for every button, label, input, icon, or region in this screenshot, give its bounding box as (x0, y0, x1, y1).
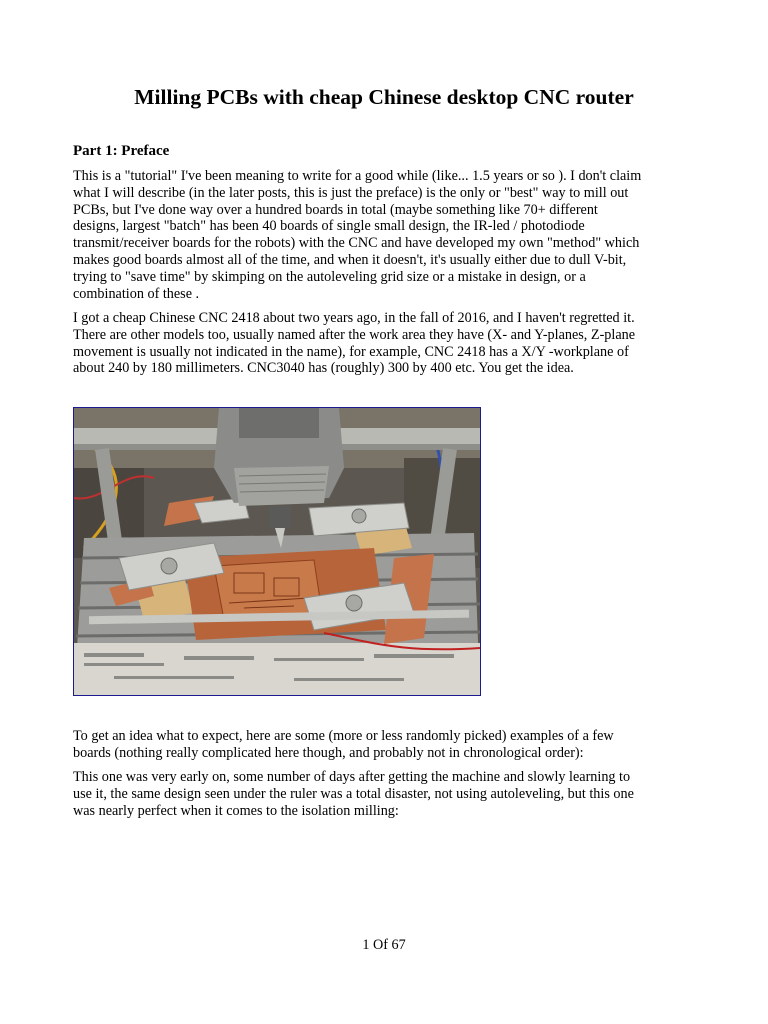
text-line: This is a "tutorial" I've been meaning to write for a good while (like... 1.5 years or so ). I don't claim (73, 168, 642, 184)
text-line: PCBs, but I've done way over a hundred boards in total (maybe something like 70+ different (73, 201, 598, 218)
page-title: Milling PCBs with cheap Chinese desktop CNC router (134, 85, 634, 109)
text-line: use it, the same design seen under the ruler was a total disaster, not using autoleveling, but this one (73, 785, 634, 802)
text-line: movement is usually not indicated in the name), for example, CNC 2418 has a X/Y -workplane of (73, 343, 629, 360)
text-line: what I will describe (in the later posts, this is just the preface) is the only or "best" way to mill out (73, 184, 629, 201)
text-line: I got a cheap Chinese CNC 2418 about two years ago, in the fall of 2016, and I haven't regretted it. (73, 310, 635, 326)
text-line: transmit/receiver boards for the robots) with the CNC and have developed my own "method" which (73, 235, 640, 252)
section-heading: Part 1: Preface (73, 143, 170, 159)
text-line: about 240 by 180 millimeters. CNC3040 has (roughly) 300 by 400 etc. You get the idea. (73, 360, 574, 377)
paragraph-early-board (73, 769, 695, 819)
text-line: boards (nothing really complicated here though, and probably not in chronological order): (73, 744, 584, 761)
cnc-photo-illustration (74, 408, 480, 695)
text-line: designs, largest "batch" has been 40 boards of single small design, the IR-led / photodiode (73, 218, 585, 235)
text-line: To get an idea what to expect, here are some (more or less randomly picked) examples of a few (73, 728, 614, 744)
text-line: This one was very early on, some number of days after getting the machine and slowly learning to (73, 769, 631, 785)
page-number: 1 Of 67 (362, 937, 406, 953)
text-line: There are other models too, usually named after the work area they have (X- and Y-planes, Z-plane (73, 326, 636, 343)
paragraph-preface-intro (73, 168, 695, 302)
paragraph-examples-intro (73, 728, 695, 762)
text-line: combination of these . (73, 285, 200, 302)
cnc-machine-photo (73, 407, 481, 696)
text-line: trying to "save time" by skimping on the autoleveling grid size or a mistake in design, or a (73, 268, 586, 285)
text-line: was nearly perfect when it comes to the isolation milling: (73, 802, 399, 819)
paragraph-cnc-models (73, 310, 695, 377)
text-line: makes good boards almost all of the time, and when it doesn't, it's usually either due to dull V-bit, (73, 251, 627, 268)
